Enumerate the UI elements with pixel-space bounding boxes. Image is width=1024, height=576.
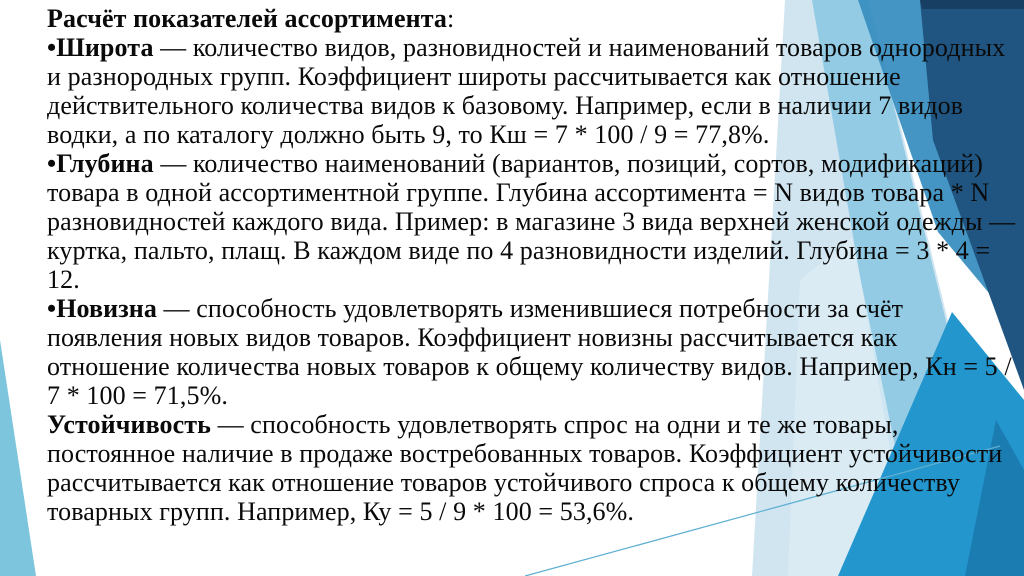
term-shirota	[47, 33, 154, 62]
term-glubina	[47, 149, 154, 178]
slide-text-block	[47, 4, 1022, 526]
term-ustoychivost	[47, 410, 211, 439]
slide-title-colon: :	[447, 4, 455, 33]
term-novizna-label: Новизна	[56, 294, 157, 323]
term-glubina-label: Глубина	[56, 149, 154, 178]
paragraph-shirota-body: — количество видов, разновидностей и наименований товаров однородных и разнородных групп. Коэффициент широты рассчитывается как отношение действительного количества видов к базовому. Например, если в наличии 7 видов водки, а по каталогу должно быть 9, то Кш = 7 * 100 / 9 = 77,8%.	[47, 33, 1006, 149]
bullet-icon: •	[47, 33, 57, 62]
paragraph-glubina-body: — количество наименований (вариантов, позиций, сортов, модификаций) товара в одной ассортиментной группе. Глубина ассортимента = N видов товара * N разновидностей каждого вида. Пример: в магазине 3 вида верхней женской одежды — куртка, пальто, плащ. В каждом виде по 4 разновидности изделий. Глубина = 3 * 4 = 12.	[47, 149, 1016, 294]
term-ustoychivost-label: Устойчивость	[47, 410, 211, 439]
paragraph-ustoychivost	[47, 410, 1022, 526]
term-shirota-label: Широта	[56, 33, 154, 62]
facet-corner-wedge	[0, 340, 36, 576]
bullet-icon: •	[47, 149, 57, 178]
paragraph-glubina	[47, 149, 1022, 294]
paragraph-shirota	[47, 33, 1022, 149]
slide-title-text: Расчёт показателей ассортимента	[47, 4, 448, 33]
paragraph-novizna	[47, 294, 1022, 410]
term-novizna	[47, 294, 157, 323]
paragraph-ustoychivost-body: — способность удовлетворять спрос на одни и те же товары, постоянное наличие в продаже востребованных товаров. Коэффициент устойчивости рассчитывается как отношение товаров устойчивого спроса к общему количеству товарных групп. Например, Ку = 5 / 9 * 100 = 53,6%.	[47, 410, 1003, 526]
bullet-icon: •	[47, 294, 57, 323]
slide-title	[47, 4, 1022, 33]
paragraph-novizna-body: — способность удовлетворять изменившиеся потребности за счёт появления новых видов товаров. Коэффициент новизны рассчитывается как отношение количества новых товаров к общему количеству видов. Например, Кн = 5 / 7 * 100 = 71,5%.	[47, 294, 1012, 410]
